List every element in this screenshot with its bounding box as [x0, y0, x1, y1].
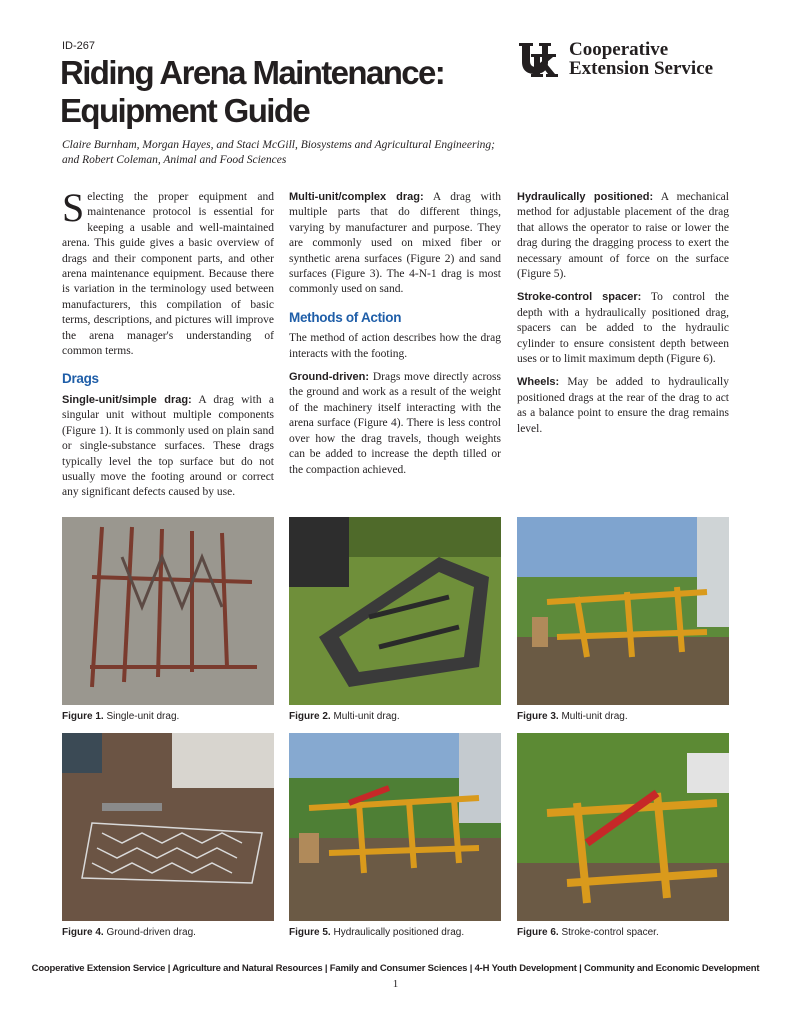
stroke-control-term: Stroke-control spacer:: [517, 291, 642, 304]
document-id: ID-267: [62, 40, 96, 52]
multi-unit-term: Multi-unit/complex drag:: [289, 191, 424, 203]
figure-6-label: Figure 6.: [517, 927, 559, 938]
title-line-2: Equipment Guide: [60, 92, 310, 129]
figure-5-photo: [289, 733, 501, 921]
figure-1-text: Single-unit drag.: [103, 711, 180, 722]
figure-3-photo: [517, 517, 729, 705]
text-column-3: [517, 190, 729, 445]
text-column-2: [289, 190, 501, 486]
figure-1-caption: [62, 711, 179, 723]
figure-2-photo: [289, 517, 501, 705]
ground-driven-paragraph: [289, 370, 501, 478]
single-unit-term: Single-unit/simple drag:: [62, 393, 192, 406]
figure-5-text: Hydraulically positioned drag.: [330, 927, 465, 938]
drop-cap: S: [62, 185, 85, 230]
wheels-text: May be added to hydraulically positioned drags at the rear of the drag to act as a balance point to ensure the drag remains level.: [517, 376, 729, 435]
figure-2-caption: [289, 711, 400, 723]
figure-2-label: Figure 2.: [289, 711, 331, 722]
document-title: [60, 54, 444, 130]
stroke-control-text: To control the depth with a hydraulically positioned drag, spacers can be added to the hydraulic cylinder to ensure consistent depth between uses or to limit maximum depth (Figure 6).: [517, 291, 730, 366]
uk-logo-mark: [517, 40, 565, 80]
figure-4-label: Figure 4.: [62, 927, 104, 938]
wheels-paragraph: [517, 375, 729, 437]
heading-drags: Drags: [62, 371, 99, 387]
figure-1-photo: [62, 517, 274, 705]
logo-line-1: Cooperative: [569, 39, 669, 60]
ground-driven-text: Drags move directly across the ground and work as a result of the weight of the machinery itself interacting with the arena surface (Figure 4). There is less control over how the drag travels, though weights can be added to increase the depth tilled or the compaction achieved.: [289, 371, 501, 476]
hydraulic-paragraph: [517, 190, 729, 282]
ground-driven-term: Ground-driven:: [289, 371, 370, 384]
logo-line-2: Extension Service: [569, 58, 714, 79]
multi-unit-text: A drag with multiple parts that do different things, varying by manufacturer and purpose. They are commonly used on mixed fiber or synthetic arena surfaces (Figure 2) and sand surfaces (Figure 3). The 4-N-1 drag is most commonly used on sand.: [289, 191, 501, 296]
title-line-1: Riding Arena Maintenance:: [60, 54, 445, 91]
figure-2-text: Multi-unit drag.: [330, 711, 400, 722]
extension-logo: [517, 40, 732, 80]
wheels-term: Wheels:: [517, 376, 560, 389]
figure-6-caption: [517, 927, 659, 939]
page-number: 1: [392, 978, 399, 990]
figure-5-label: Figure 5.: [289, 927, 331, 938]
single-unit-paragraph: [62, 393, 274, 501]
figure-3-text: Multi-unit drag.: [558, 711, 628, 722]
stroke-control-paragraph: [517, 290, 729, 367]
multi-unit-paragraph: [289, 190, 501, 298]
figure-4-text: Ground-driven drag.: [103, 927, 196, 938]
figure-1-label: Figure 1.: [62, 711, 104, 722]
figure-4-photo: [62, 733, 274, 921]
heading-methods: Methods of Action: [289, 309, 402, 325]
hydraulic-text: A mechanical method for adjustable placement of the drag that allows the operator to raise or lower the drag during the dragging process to exert the necessary amount of force on the surface (Figure 5).: [517, 191, 729, 281]
hydraulic-term: Hydraulically positioned:: [517, 191, 654, 203]
authors: [62, 138, 532, 168]
figure-3-label: Figure 3.: [517, 711, 559, 722]
logo-text: [569, 40, 713, 78]
figure-3-caption: [517, 711, 628, 723]
intro-text: electing the proper equipment and maintenance protocol is essential for keeping a usable and well-maintained arena. This guide gives a basic overview of drags and their component parts, and other arena maintenance equipment. Because there is variation in the terminology used between manufacturers, this compilation of basic terms, descriptions, and pictures will improve the arena manager's understanding of common terms.: [62, 191, 274, 358]
text-column-1: [62, 185, 274, 509]
methods-paragraph: The method of action describes how the drag interacts with the footing.: [289, 332, 501, 360]
figure-6-text: Stroke-control spacer.: [558, 927, 659, 938]
figure-6-photo: [517, 733, 729, 921]
intro-paragraph: [62, 185, 274, 359]
figure-4-caption: [62, 927, 196, 939]
figure-5-caption: [289, 927, 464, 939]
authors-line-1: Claire Burnham, Morgan Hayes, and Staci McGill, Biosystems and Agricultural Engineering;: [62, 139, 496, 151]
page-footer: Cooperative Extension Service | Agriculture and Natural Resources | Family and Consumer Sciences | 4-H Youth Development | Community and Economic Development: [31, 963, 760, 974]
single-unit-text: A drag with a singular unit without multiple components (Figure 1). It is commonly used on plain sand or single-substance surfaces. These drags typically level the top surface but do not usually move the footing around or correct any significant defects caused by use.: [62, 393, 274, 499]
authors-line-2: and Robert Coleman, Animal and Food Sciences: [62, 154, 287, 166]
